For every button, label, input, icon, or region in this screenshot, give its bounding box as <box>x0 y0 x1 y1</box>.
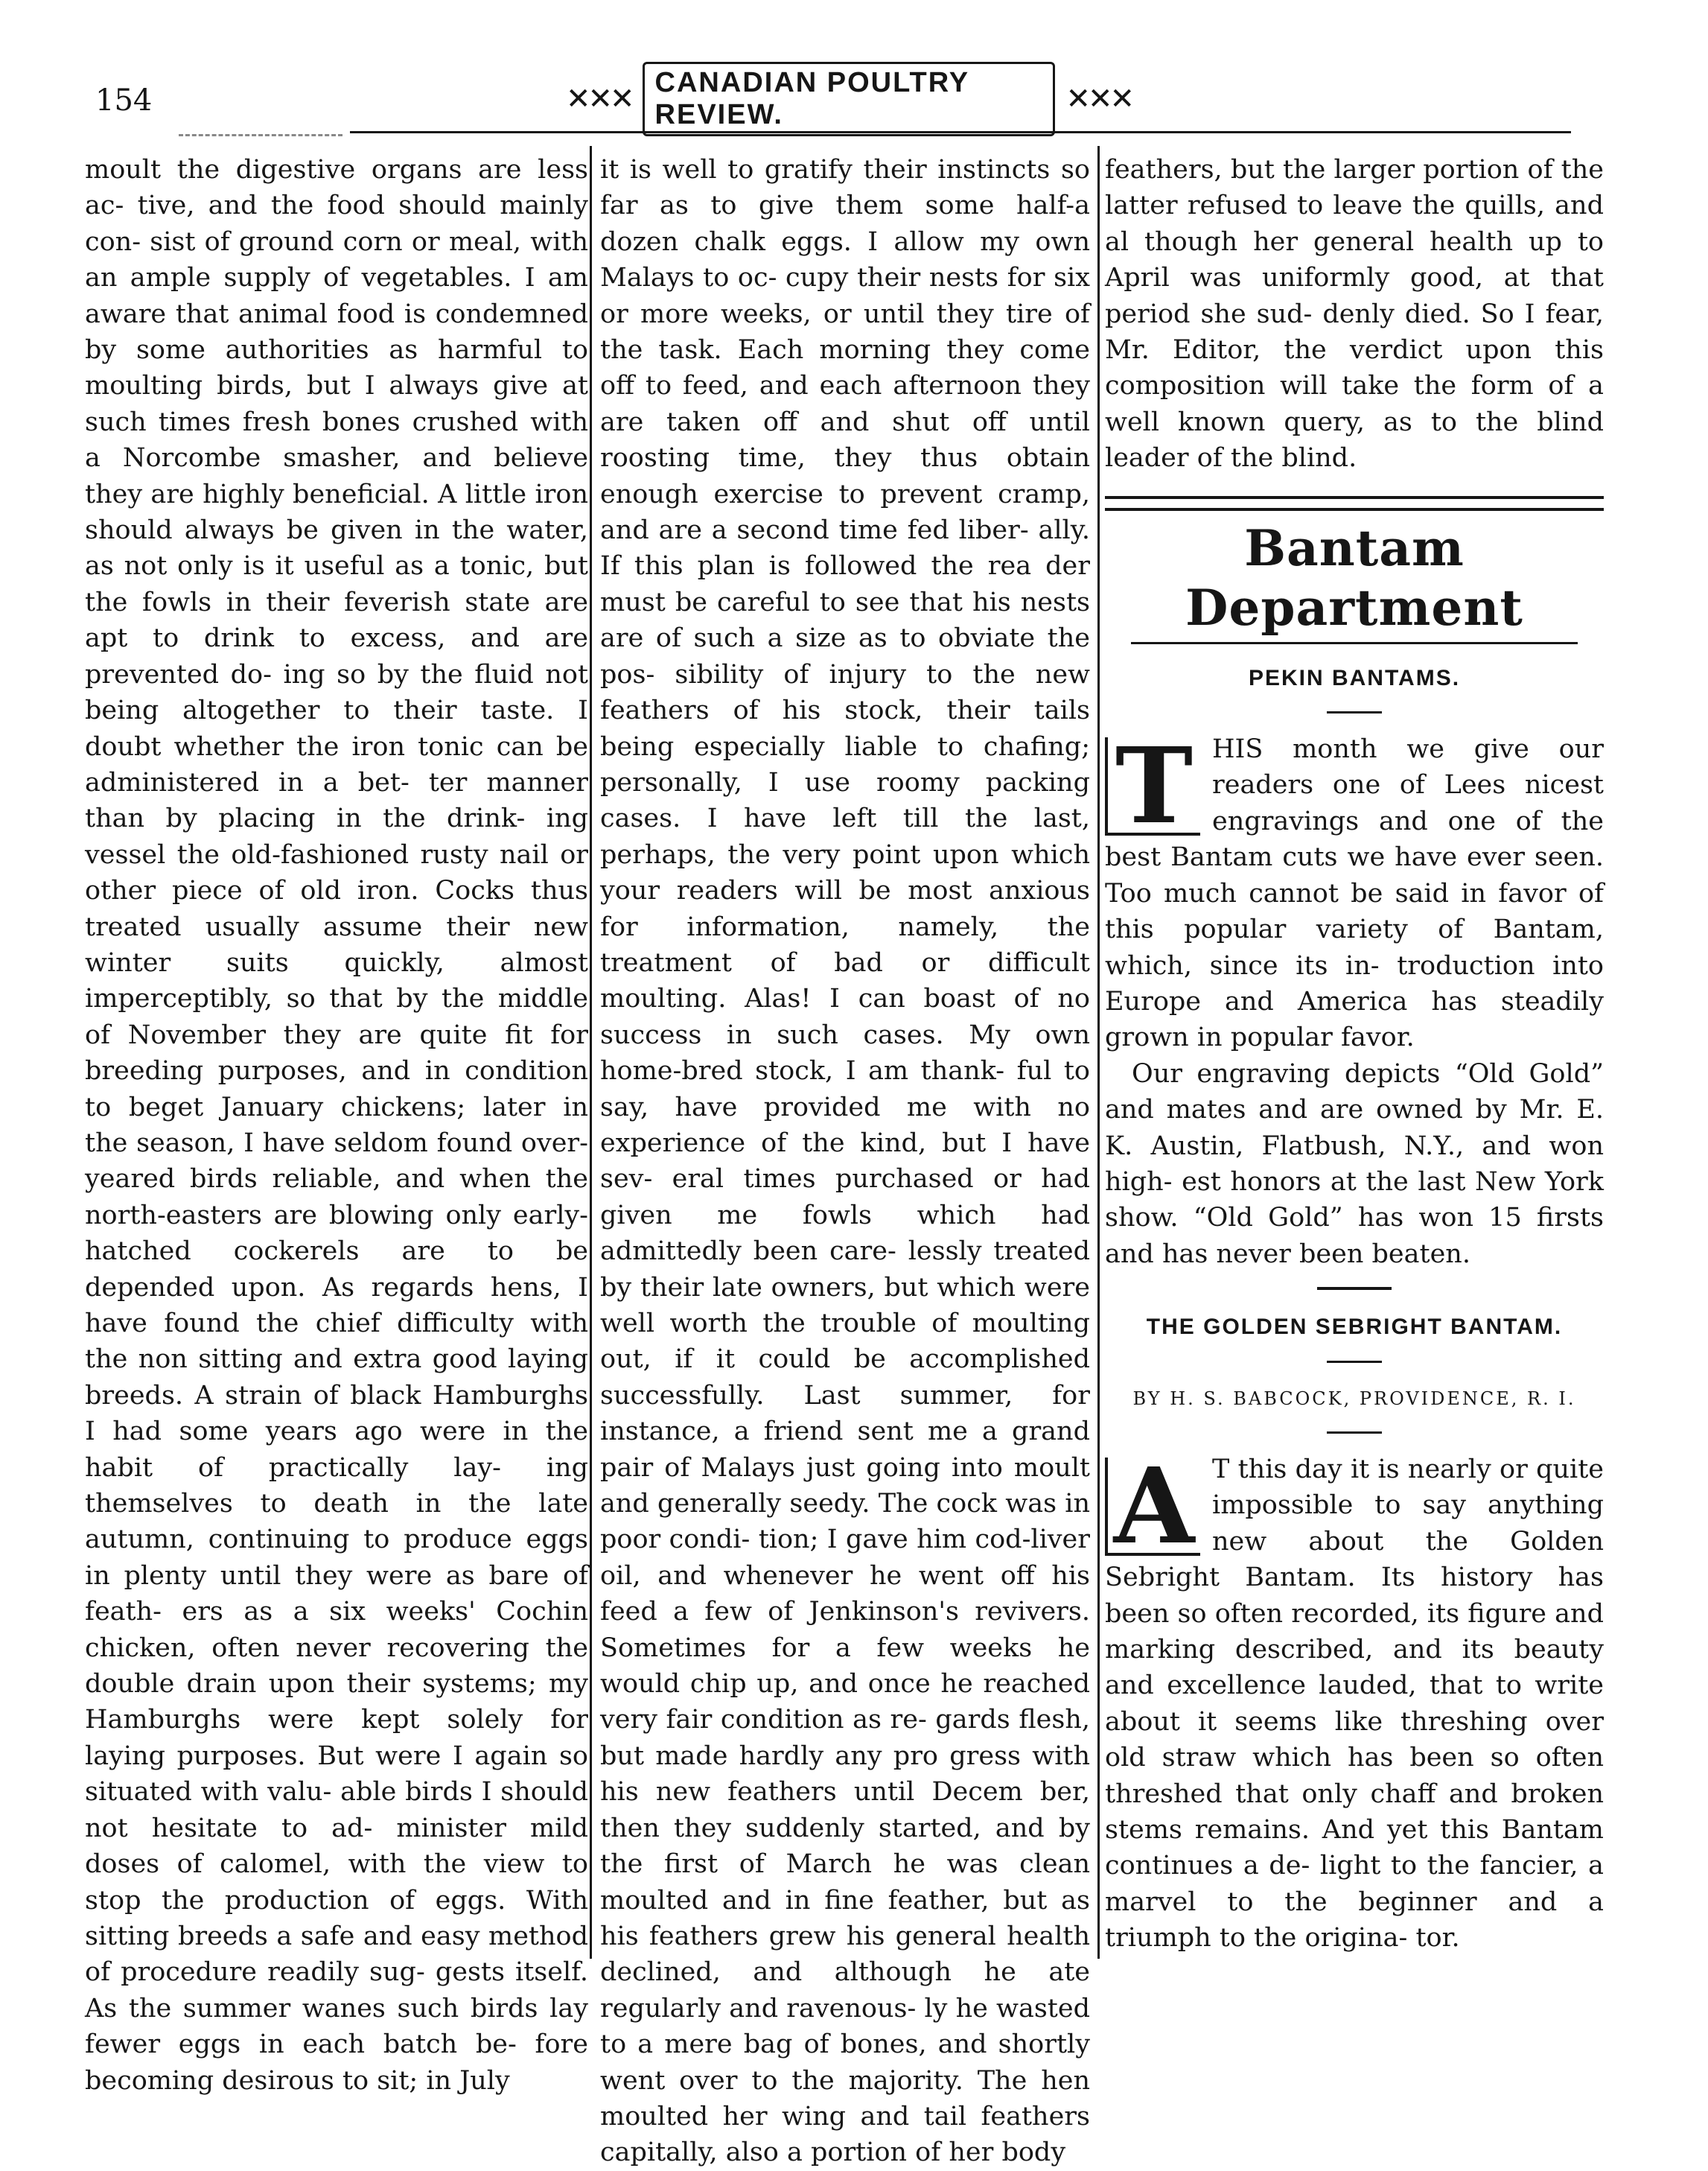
masthead-ornament-right: ✕✕✕ <box>1065 82 1132 116</box>
article-title-pekin: PEKIN BANTAMS. <box>1248 665 1461 690</box>
article-sebright-text-1: T this day it is nearly or quite impossible to say anything new about the Golden Sebright Bantam. Its history has been so often recorded, its figure and marking described, and its beauty and excellence lauded, that to write about it seems like threshing over old straw which has been so often threshed that only chaff and broken stems remains. And yet this Bantam continues a de- light to the fancier, a marvel to the beginner and a triumph to the origina- tor. <box>1105 1454 1604 1954</box>
column-1-text: moult the digestive organs are less ac- tive, and the food should mainly con- sist of ground corn or meal, with an ample supply of vegetables. I am aware that animal food is condemned by some authorities as harmful to moulting birds, but I always give at such times fresh bones crushed with a Norcombe smasher, and believe they are highly beneficial. A little iron should always be given in the water, as not only is it useful as a tonic, but the fowls in their feverish state are apt to drink to excess, and are prevented do- ing so by the fluid not being altogether to their taste. I doubt whether the iron tonic can be administered in a bet- ter manner than by placing in the drink- ing vessel the old-fashioned rusty nail or other piece of old iron. Cocks thus treated usually assume their new winter suits quickly, almost imperceptibly, so that by the middle of November they are quite fit for breeding purposes, and in condition to beget January chickens; later in the season, I have seldom found over-yeared birds reliable, and when the north-easters are blowing only early- hatched cockerels are to be depended upon. As regards hens, I have found the chief difficulty with the non sitting and extra good laying breeds. A strain of black Hamburghs I had some years ago were in the habit of practically lay- ing themselves to death in the late autumn, continuing to produce eggs in plenty until they were as bare of feath- ers as a six weeks' Cochin chicken, often never recovering the double drain upon their systems; my Hamburghs were kept solely for laying purposes. But were I again so situated with valu- able birds I should not hesitate to ad- minister mild doses of calomel, with the view to stop the production of eggs. With sitting breeds a safe and easy method of procedure readily sug- gests itself. As the summer wanes such birds lay fewer eggs in each batch be- fore becoming desirous to sit; in July <box>85 155 588 2096</box>
dropcap-t: T <box>1105 737 1200 836</box>
column-2 <box>600 152 1090 2171</box>
journal-title: CANADIAN POULTRY REVIEW. <box>643 62 1056 136</box>
column-1 <box>85 152 588 2099</box>
column-3-continuation-text: feathers, but the larger portion of the latter refused to leave the quills, and al though her general health up to April was uniformly good, at that period she sud- denly died. So I fear, Mr. Editor, the verdict upon this composition will take the form of a well known query, as to the blind leader of the blind. <box>1105 155 1604 474</box>
header-rule <box>350 131 1571 133</box>
column-3 <box>1105 152 1604 1957</box>
article-separator-3 <box>1327 1361 1382 1363</box>
dropcap-a: A <box>1105 1458 1200 1556</box>
column-divider-2 <box>1097 146 1100 1959</box>
article-pekin-text-1: HIS month we give our readers one of Lees nicest engravings and one of the best Bantam cuts we have ever seen. Too much cannot be said in favor of this popular variety of Bantam, which, since its in- troduction into Europe and America has steadily grown in popular favor. <box>1105 734 1604 1053</box>
article-byline: BY H. S. BABCOCK, PROVIDENCE, R. I. <box>1132 1388 1576 1409</box>
column-2-text: it is well to gratify their instincts so far as to give them some half-a dozen chalk eggs. I allow my own Malays to oc- cupy their nests for six or more weeks, or until they tire of the task. Each morning they come off to feed, and each afternoon they are taken off and shut off until roosting time, they thus obtain enough exercise to prevent cramp, and are a second time fed liber- ally. If this plan is followed the rea der must be careful to see that his nests are of such a size as to obviate the pos- sibility of injury to the new feathers of his stock, their tails being especially liable to chafing; personally, I use roomy packing cases. I have left till the last, perhaps, the very point upon which your readers will be most anxious for information, namely, the treatment of bad or difficult moulting. Alas! I can boast of no success in such cases. My own home-bred stock, I am thank- ful to say, have provided me with no experience of the kind, but I have sev- eral times purchased or had given me fowls which had admittedly been care- lessly treated by their late owners, but which were well worth the trouble of moulting out, if it could be accomplished successfully. Last summer, for instance, a friend sent me a grand pair of Malays just going into moult and generally seedy. The cock was in poor condi- tion; I gave him cod-liver oil, and whenever he went off his feed a few of Jenkinson's revivers. Sometimes for a few weeks he would chip up, and once he reached very fair condition as re- gards flesh, but made hardly any pro gress with his new feathers until Decem ber, then they suddenly started, and by the first of March he was clean moulted and in fine feather, but as his feathers grew his general health declined, and although he ate regularly and ravenous- ly he wasted to a mere bag of bones, and shortly went over to the majority. The hen moulted her wing and tail feathers capitally, also a portion of her body <box>600 155 1090 2168</box>
article-title-sebright: THE GOLDEN SEBRIGHT BANTAM. <box>1146 1315 1563 1340</box>
article-sebright-paragraph-1 <box>1105 1445 1604 1957</box>
article-separator <box>1327 711 1382 713</box>
article-pekin-paragraph-1 <box>1105 725 1604 1056</box>
department-rule <box>1131 642 1578 644</box>
header-dash-rule <box>179 134 342 136</box>
page-number: 154 <box>95 83 153 118</box>
masthead <box>566 67 1132 130</box>
department-title: Bantam Department <box>1185 518 1523 637</box>
column-divider-1 <box>590 146 592 1959</box>
section-double-rule <box>1105 496 1604 511</box>
article-separator-4 <box>1327 1431 1382 1434</box>
article-pekin-paragraph-2: Our engraving depicts “Old Gold” and mates and are owned by Mr. E. K. Austin, Flatbush, N.Y., and won high- est honors at the last New York show. “Old Gold” has won 15 firsts and has never been beaten. <box>1105 1058 1604 1269</box>
masthead-ornament-left: ✕✕✕ <box>566 82 632 116</box>
article-separator-2 <box>1317 1287 1392 1290</box>
